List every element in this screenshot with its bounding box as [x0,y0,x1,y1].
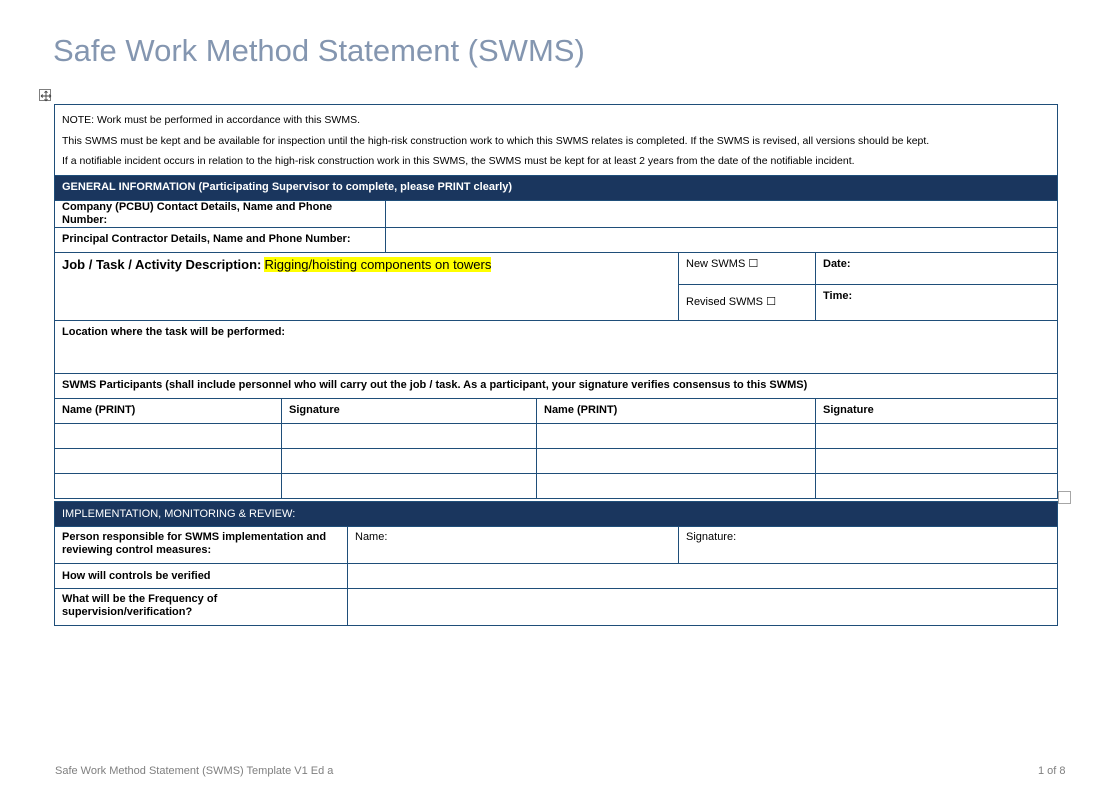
note-line: This SWMS must be kept and be available for inspection until the high-risk construction work to which this SWMS relates is completed. If the SWMS is revised, all versions should be kept. [62,134,930,147]
person-responsible-label: Person responsible for SWMS implementation and reviewing control measures: [55,527,348,564]
general-information-table [54,104,1058,499]
time-label[interactable]: Time: [816,284,1058,320]
table-resize-handle-icon[interactable] [1058,491,1071,504]
participant-signature-cell[interactable] [816,448,1058,473]
revised-swms-checkbox[interactable]: Revised SWMS ☐ [679,284,816,320]
note-line: If a notifiable incident occurs in relation to the high-risk construction work in this SWMS, the SWMS must be kept for at least 2 years from the date of the notifiable incident. [62,155,855,167]
page-title: Safe Work Method Statement (SWMS) [53,33,585,68]
name-field[interactable]: Name: [348,527,679,564]
verify-field[interactable] [348,564,1058,589]
participants-col-signature-2: Signature [816,398,1058,423]
location-label[interactable]: Location where the task will be performed: [55,320,1058,373]
participant-name-cell[interactable] [537,423,816,448]
company-label: Company (PCBU) Contact Details, Name and Phone Number: [55,200,386,227]
participant-signature-cell[interactable] [282,423,537,448]
frequency-label: What will be the Frequency of supervision/verification? [55,589,348,626]
date-label[interactable]: Date: [816,252,1058,284]
participant-row [55,473,1058,498]
verify-label: How will controls be verified [55,564,348,589]
implementation-header: IMPLEMENTATION, MONITORING & REVIEW: [55,502,1058,527]
page-number: 1 of 8 [1038,765,1066,777]
participants-col-signature-1: Signature [282,398,537,423]
implementation-table [54,501,1058,626]
signature-field[interactable]: Signature: [679,527,1058,564]
footer-left: Safe Work Method Statement (SWMS) Template V1 Ed a [55,765,334,777]
general-information-header: GENERAL INFORMATION (Participating Supervisor to complete, please PRINT clearly) [55,175,1058,200]
participant-name-cell[interactable] [55,423,282,448]
notes-cell [55,105,1058,176]
principal-contractor-field[interactable] [386,227,1058,252]
job-description-cell[interactable] [55,252,679,320]
job-description-value: Rigging/hoisting components on towers [264,256,492,272]
participant-name-cell[interactable] [55,473,282,498]
principal-contractor-label: Principal Contractor Details, Name and Phone Number: [55,227,386,252]
participants-col-name-2: Name (PRINT) [537,398,816,423]
job-description-label: Job / Task / Activity Description: [62,256,262,272]
participant-row [55,423,1058,448]
table-move-handle-icon[interactable] [39,89,51,101]
participant-signature-cell[interactable] [816,473,1058,498]
participant-signature-cell[interactable] [282,448,537,473]
participant-name-cell[interactable] [537,473,816,498]
new-swms-checkbox[interactable]: New SWMS ☐ [679,252,816,284]
frequency-field[interactable] [348,589,1058,626]
company-field[interactable] [386,200,1058,227]
participant-signature-cell[interactable] [816,423,1058,448]
participant-signature-cell[interactable] [282,473,537,498]
participants-col-name-1: Name (PRINT) [55,398,282,423]
participants-label: SWMS Participants (shall include personnel who will carry out the job / task. As a participant, your signature verifies consensus to this SWMS) [55,373,1058,398]
participant-name-cell[interactable] [537,448,816,473]
note-line: NOTE: Work must be performed in accordance with this SWMS. [62,114,360,126]
participant-name-cell[interactable] [55,448,282,473]
participant-row [55,448,1058,473]
